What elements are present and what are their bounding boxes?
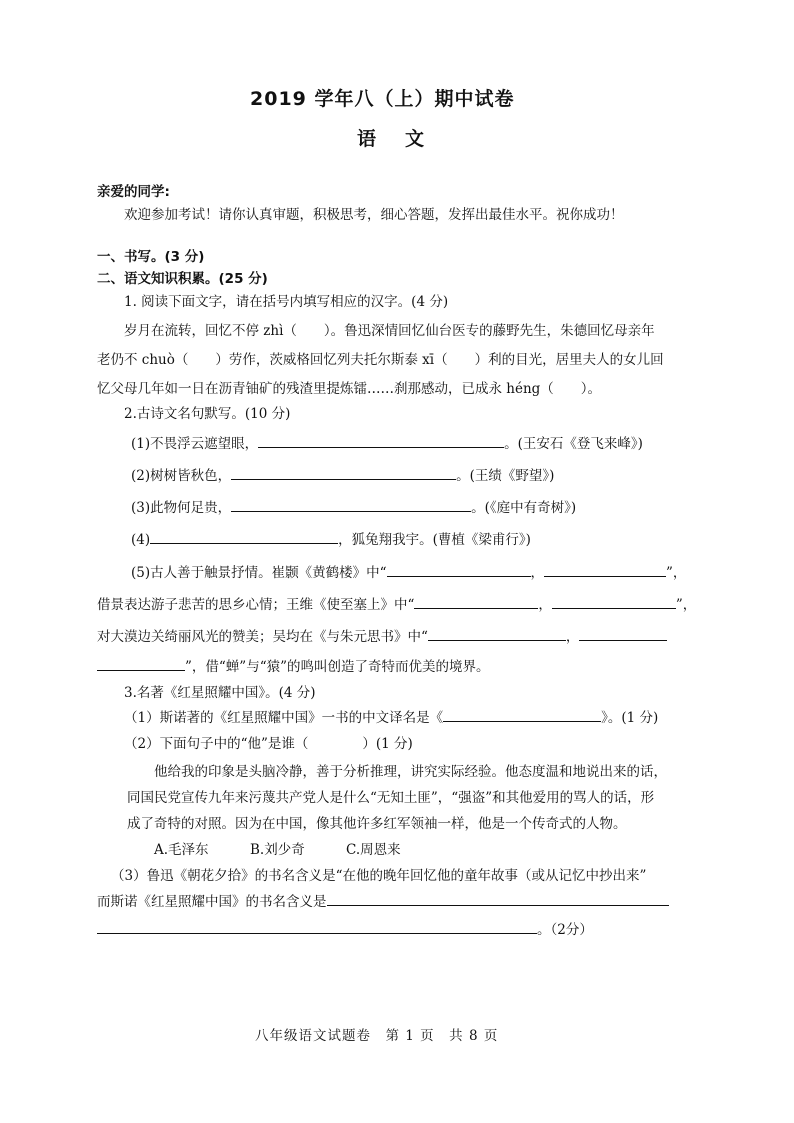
answer-blank[interactable] <box>414 594 538 609</box>
q2-item-5-line-4 <box>97 655 490 675</box>
q3-sub-2: （2）下面句子中的“他”是谁（ ）(1 分) <box>124 736 413 752</box>
q2-item-1 <box>131 432 643 452</box>
punct: ， <box>565 629 580 645</box>
q2-item-4-text: (4) <box>131 532 151 548</box>
subject-char-2: 文 <box>405 128 425 150</box>
answer-blank[interactable] <box>231 497 471 512</box>
greeting-salutation: 亲爱的同学: <box>97 184 170 200</box>
answer-blank[interactable] <box>552 594 676 609</box>
q2-item-5c-text: 对大漠边关绮丽风光的赞美；吴均在《与朱元思书》中“ <box>97 629 428 645</box>
q1-prompt: 1. 阅读下面文字，请在括号内填写相应的汉字。(4 分) <box>124 294 449 310</box>
q3-prompt: 3.名著《红星照耀中国》。(4 分) <box>124 685 316 701</box>
page-footer: 八年级语文试题卷 第 1 页 共 8 页 <box>255 1028 499 1044</box>
punct: ”， <box>675 597 697 613</box>
q3-passage-line-2: 同国民党宣传九年来污蔑共产党人是什么“无知土匪”，“强盗”和其他爱用的骂人的话，形 <box>127 790 655 806</box>
punct: ”， <box>666 565 687 581</box>
q2-item-2-source: 。(王绩《野望》) <box>456 468 555 484</box>
answer-blank[interactable] <box>428 626 566 641</box>
q1-passage-line-1: 岁月在流转，回忆不停 zhì（ ）。鲁迅深情回忆仙台医专的藤野先生，朱德回忆母亲年 <box>124 323 655 339</box>
section-2-heading: 二、语文知识积累。(25 分) <box>97 271 268 287</box>
answer-blank[interactable] <box>579 626 667 641</box>
answer-blank[interactable] <box>150 529 338 544</box>
q2-prompt: 2.古诗文名句默写。(10 分) <box>124 406 291 422</box>
q3-passage-line-3: 成了奇特的对照。因为在中国，像其他许多红军领袖一样，他是一个传奇式的人物。 <box>127 816 627 832</box>
q2-item-2-text: (2)树树皆秋色， <box>131 468 232 484</box>
answer-blank[interactable] <box>97 919 537 934</box>
q3-sub-3-line-3 <box>97 918 593 938</box>
subject-char-1: 语 <box>357 128 377 150</box>
q3-option-c: C.周恩来 <box>346 842 401 858</box>
q2-item-3-text: (3)此物何足贵， <box>131 500 232 516</box>
q3-option-b: B.刘少奇 <box>250 842 305 858</box>
answer-blank[interactable] <box>97 656 185 671</box>
q3-sub-1 <box>124 706 658 726</box>
greeting-message: 欢迎参加考试！请你认真审题，积极思考，细心答题，发挥出最佳水平。祝你成功！ <box>124 207 624 223</box>
q3-sub-1-text: （1）斯诺著的《红星照耀中国》一书的中文译名是《 <box>124 710 444 726</box>
q1-passage-line-3: 忆父母几年如一日在沥青铀矿的残渣里提炼镭……刹那感动，已成永 héng（ ）。 <box>97 381 602 397</box>
q3-sub-1-score: 》。(1 分) <box>601 710 659 726</box>
answer-blank[interactable] <box>544 562 666 577</box>
q3-sub-3-line-1: （3）鲁迅《朝花夕拾》的书名含义是“在他的晚年回忆他的童年故事（或从记忆中抄出来” <box>111 868 647 884</box>
q2-item-5-line-2 <box>97 593 696 613</box>
q2-item-4 <box>131 528 531 548</box>
exam-title: 2019 学年八（上）期中试卷 <box>250 88 515 110</box>
answer-blank[interactable] <box>258 433 504 448</box>
q2-item-1-text: (1)不畏浮云遮望眼， <box>131 436 259 452</box>
answer-blank[interactable] <box>231 465 456 480</box>
punct: ， <box>538 597 552 613</box>
q2-item-5b-text: 借景表达游子悲苦的思乡心情；王维《使至塞上》中“ <box>97 597 415 613</box>
q2-item-3 <box>131 496 576 516</box>
q2-item-2 <box>131 464 554 484</box>
q2-item-1-source: 。(王安石《登飞来峰》) <box>504 436 643 452</box>
q1-passage-line-2: 老仍不 chuò（ ）劳作，茨威格回忆列夫托尔斯泰 xī（ ）利的目光，居里夫人的女儿回 <box>97 352 664 368</box>
q3-sub-3-line-2 <box>97 890 669 910</box>
q2-item-5d-text: ”，借“蝉”与“猿”的鸣叫创造了奇特而优美的境界。 <box>185 659 490 675</box>
q2-item-5-line-3 <box>97 625 667 645</box>
answer-blank[interactable] <box>327 891 669 906</box>
q2-item-5-text: (5)古人善于触景抒情。崔颢《黄鹤楼》中“ <box>131 565 387 581</box>
q2-item-4-source: ，狐兔翔我宇。(曹植《梁甫行》) <box>338 532 531 548</box>
q3-sub-3-text: 而斯诺《红星照耀中国》的书名含义是 <box>97 894 327 910</box>
q3-option-a: A.毛泽东 <box>154 842 209 858</box>
answer-blank[interactable] <box>387 562 531 577</box>
section-1-heading: 一、书写。(3 分) <box>97 249 205 265</box>
answer-blank[interactable] <box>443 707 601 722</box>
q3-sub-3-score: 。（2分） <box>537 922 593 938</box>
q3-passage-line-1: 他给我的印象是头脑冷静，善于分析推理，讲究实际经验。他态度温和地说出来的话， <box>154 764 667 780</box>
punct: ， <box>530 565 545 581</box>
q2-item-5-line-1 <box>131 561 686 581</box>
q2-item-3-source: 。(《庭中有奇树》) <box>471 500 577 516</box>
